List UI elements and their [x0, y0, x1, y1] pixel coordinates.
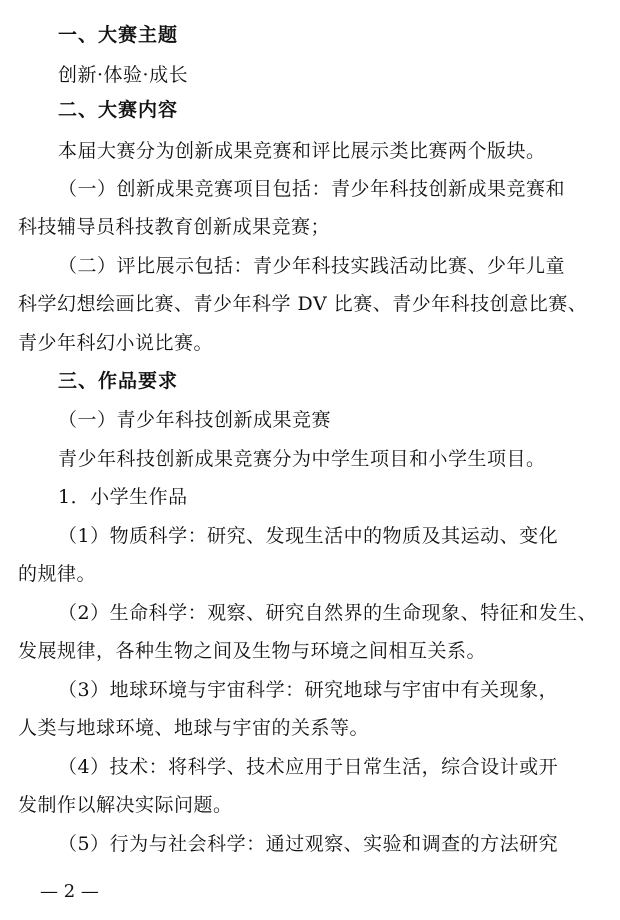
paragraph-line: 发展规律，各种生物之间及生物与环境之间相互关系。 — [18, 640, 487, 662]
paragraph-line: 人类与地球环境、地球与宇宙的关系等。 — [18, 717, 370, 739]
paragraph-line: （4）技术：将科学、技术应用于日常生活，综合设计或开 — [58, 756, 559, 778]
paragraph-line: （一）创新成果竞赛项目包括：青少年科技创新成果竞赛和 — [58, 178, 566, 200]
paragraph-line: 科学幻想绘画比赛、青少年科学 DV 比赛、青少年科技创意比赛、 — [18, 293, 588, 315]
paragraph-line: （3）地球环境与宇宙科学：研究地球与宇宙中有关现象， — [58, 679, 559, 701]
section-heading-requirements: 三、作品要求 — [58, 370, 179, 392]
paragraph-line: （二）评比展示包括：青少年科技实践活动比赛、少年儿童 — [58, 255, 566, 277]
paragraph-line: 科技辅导员科技教育创新成果竞赛； — [18, 216, 331, 238]
theme-text: 创新·体验·成长 — [58, 64, 189, 86]
paragraph-line: 发制作以解决实际问题。 — [18, 794, 233, 816]
page-number: — 2 — — [40, 881, 99, 902]
paragraph-line: 本届大赛分为创新成果竞赛和评比展示类比赛两个版块。 — [58, 140, 546, 162]
list-heading: 1．小学生作品 — [58, 486, 188, 508]
paragraph-line: （5）行为与社会科学：通过观察、实验和调查的方法研究 — [58, 833, 559, 855]
subsection-heading: （一）青少年科技创新成果竞赛 — [58, 409, 332, 431]
paragraph-line: （1）物质科学：研究、发现生活中的物质及其运动、变化 — [58, 525, 559, 547]
paragraph-line: 青少年科技创新成果竞赛分为中学生项目和小学生项目。 — [58, 448, 546, 470]
section-heading-theme: 一、大赛主题 — [58, 24, 179, 46]
paragraph-line: 的规律。 — [18, 563, 97, 585]
paragraph-line: 青少年科幻小说比赛。 — [18, 332, 214, 354]
section-heading-content: 二、大赛内容 — [58, 99, 179, 121]
paragraph-line: （2）生命科学：观察、研究自然界的生命现象、特征和发生、 — [58, 602, 598, 624]
